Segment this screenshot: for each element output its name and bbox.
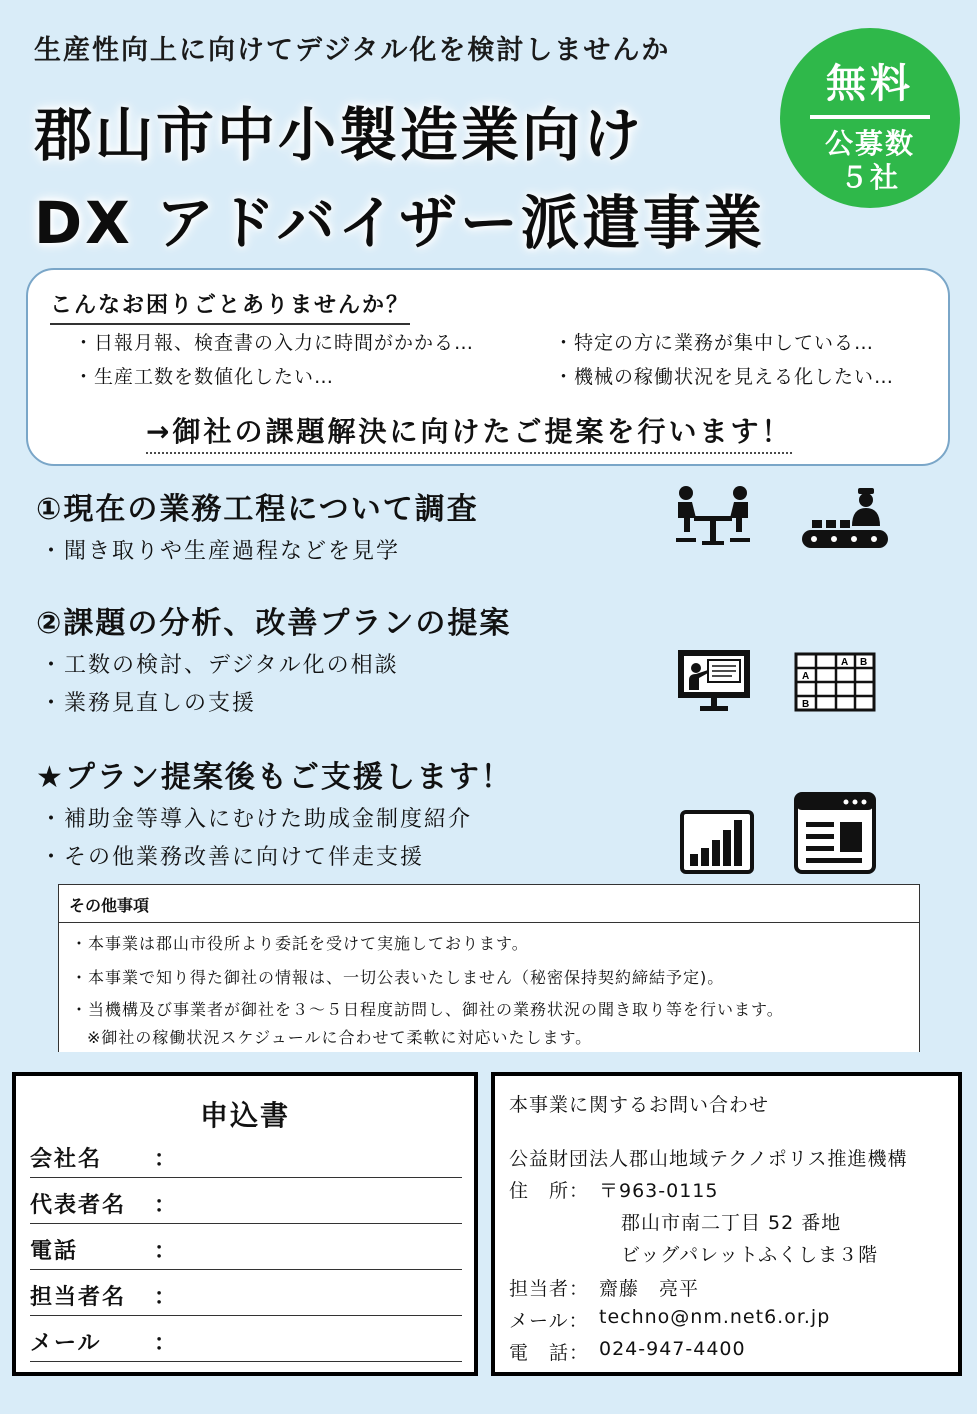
other-notes-box xyxy=(58,884,920,1052)
troubles-heading: こんなお困りごとありませんか？ xyxy=(50,288,410,325)
section1-heading: ①現在の業務工程について調査 xyxy=(36,492,479,527)
main-title-line1: 郡山市中小製造業向け xyxy=(34,101,645,169)
svg-text:A: A xyxy=(841,657,849,668)
mail-label: メール： xyxy=(509,1310,589,1332)
section1-item: ・聞き取りや生産過程などを見学 xyxy=(40,539,401,564)
section2-item: ・業務見直しの支援 xyxy=(40,691,257,716)
badge-divider xyxy=(810,115,930,119)
field-label: 担当者名 xyxy=(30,1285,127,1310)
company-name-field[interactable] xyxy=(30,1142,462,1178)
field-label: 代表者名 xyxy=(30,1193,127,1218)
trouble-item: ・機械の稼働状況を見える化したい… xyxy=(554,366,895,388)
svg-text:B: B xyxy=(860,657,868,668)
field-label: メール xyxy=(30,1331,102,1356)
section2-item: ・工数の検討、デジタル化の相談 xyxy=(40,653,399,678)
field-colon: ： xyxy=(154,1285,179,1310)
person-label: 担当者： xyxy=(509,1278,590,1300)
other-notes-heading: その他事項 xyxy=(59,885,919,923)
other-note: ・本事業は郡山市役所より委託を受けて実施しております。 xyxy=(71,934,529,953)
main-title-line2: DX アドバイザー派遣事業 xyxy=(34,189,765,257)
troubles-box xyxy=(26,268,950,466)
svg-text:A: A xyxy=(802,671,810,682)
svg-text:B: B xyxy=(802,699,810,710)
spreadsheet-icon xyxy=(794,652,876,712)
section3-heading: ★プラン提案後もご支援します！ xyxy=(36,760,513,795)
tel-label: 電 話： xyxy=(509,1342,590,1364)
recruit-label: 公募数 xyxy=(824,127,915,160)
contact-heading: 本事業に関するお問い合わせ xyxy=(509,1094,770,1116)
tagline: 生産性向上に向けてデジタル化を検討しませんか xyxy=(34,35,671,66)
trouble-item: ・日報月報、検査書の入力に時間がかかる… xyxy=(74,332,475,354)
recruit-count: ５社 xyxy=(839,161,900,194)
other-note: ・本事業で知り得た御社の情報は、一切公表いたしません（秘密保持契約締結予定)。 xyxy=(71,968,725,987)
address-building: ビッグパレットふくしま３階 xyxy=(621,1244,879,1266)
section2-heading: ②課題の分析、改善プランの提案 xyxy=(36,606,512,641)
representative-field[interactable] xyxy=(30,1188,462,1224)
factory-worker-icon xyxy=(800,486,890,552)
email-field[interactable] xyxy=(30,1326,462,1362)
form-title: 申込書 xyxy=(199,1099,290,1132)
meeting-icon xyxy=(672,484,754,550)
trouble-item: ・特定の方に業務が集中している… xyxy=(554,332,875,354)
proposal-text: →御社の課題解決に向けたご提案を行います！ xyxy=(146,410,792,454)
field-label: 会社名 xyxy=(30,1147,103,1172)
address-label: 住 所： xyxy=(509,1180,590,1202)
person-name: 齋藤 亮平 xyxy=(599,1278,700,1300)
presentation-monitor-icon xyxy=(676,648,752,714)
free-badge xyxy=(780,28,960,208)
address-postal: 〒963-0115 xyxy=(599,1180,719,1202)
contact-person-field[interactable] xyxy=(30,1280,462,1316)
other-note: ・当機構及び事業者が御社を３～５日程度訪問し、御社の業務状況の聞き取り等を行います。 xyxy=(71,1000,784,1019)
contact-org: 公益財団法人郡山地域テクノポリス推進機構 xyxy=(509,1148,908,1170)
field-colon: ： xyxy=(154,1147,179,1172)
field-colon: ： xyxy=(154,1193,179,1218)
tel-number[interactable]: 024-947-4400 xyxy=(599,1338,746,1360)
section3-item: ・補助金等導入にむけた助成金制度紹介 xyxy=(40,807,473,832)
application-form xyxy=(12,1072,478,1376)
phone-field[interactable] xyxy=(30,1234,462,1270)
other-note: ※御社の稼働状況スケジュールに合わせて柔軟に対応いたします。 xyxy=(87,1028,593,1047)
section3-item: ・その他業務改善に向けて伴走支援 xyxy=(40,845,425,870)
free-label: 無料 xyxy=(826,61,914,107)
browser-window-icon xyxy=(794,792,876,874)
field-label: 電話 xyxy=(30,1239,79,1264)
mail-address[interactable]: techno@nm.net6.or.jp xyxy=(599,1306,831,1328)
bar-chart-icon xyxy=(680,810,754,874)
field-colon: ： xyxy=(154,1239,179,1264)
address-street: 郡山市南二丁目 52 番地 xyxy=(621,1212,842,1234)
trouble-item: ・生産工数を数値化したい… xyxy=(74,366,335,388)
contact-box xyxy=(491,1072,962,1376)
field-colon: ： xyxy=(154,1331,179,1356)
